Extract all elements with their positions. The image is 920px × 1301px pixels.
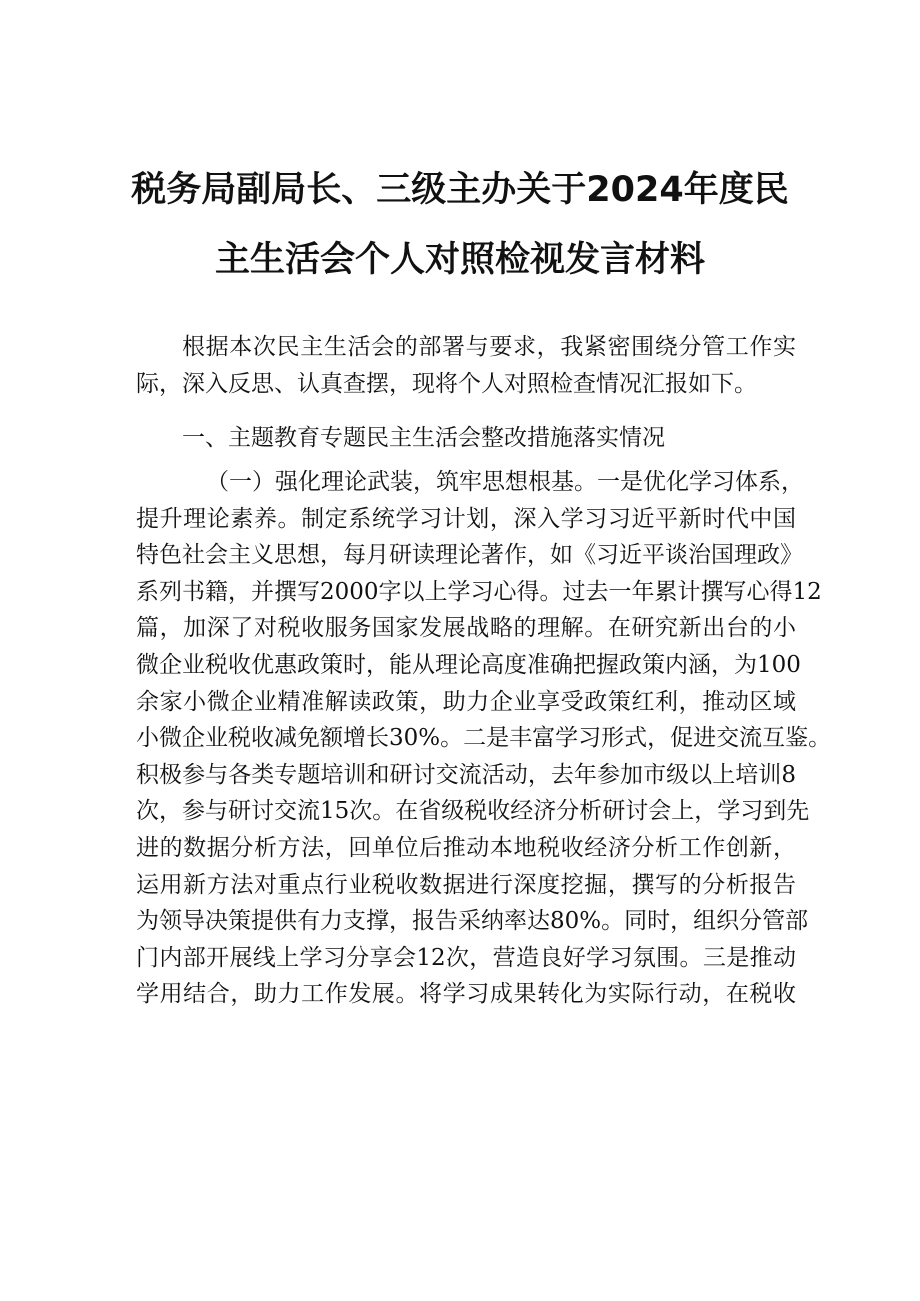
paragraph-line: 篇，加深了对税收服务国家发展战略的理解。在研究新出台的小 — [136, 615, 796, 642]
intro-line-1: 根据本次民主生活会的部署与要求，我紧密围绕分管工作实 — [182, 334, 796, 360]
paragraph-line: 特色社会主义思想，每月研读理论著作，如《习近平谈治国理政》 — [136, 542, 803, 569]
document-title-line-2: 主生活会个人对照检视发言材料 — [214, 240, 705, 280]
paragraph-line: 次，参与研讨交流15次。在省级税收经济分析研讨会上，学习到先 — [136, 798, 810, 825]
paragraph-line: （一）强化理论武装，筑牢思想根基。一是优化学习体系， — [206, 469, 804, 495]
section-heading: 一、主题教育专题民主生活会整改措施落实情况 — [182, 425, 665, 451]
paragraph-line: 运用新方法对重点行业税收数据进行深度挖掘，撰写的分析报告 — [136, 871, 796, 898]
paragraph-line: 微企业税收优惠政策时，能从理论高度准确把握政策内涵，为100 — [136, 651, 801, 678]
paragraph-line: 提升理论素养。制定系统学习计划，深入学习习近平新时代中国 — [136, 505, 796, 532]
paragraph-line: 小微企业税收减免额增长30%。二是丰富学习形式，促进交流互鉴。 — [136, 725, 832, 752]
paragraph-line: 进的数据分析方法，回单位后推动本地税收经济分析工作创新， — [136, 834, 796, 861]
paragraph-line: 学用结合，助力工作发展。将学习成果转化为实际行动，在税收 — [136, 981, 796, 1008]
paragraph-line: 余家小微企业精准解读政策，助力企业享受政策红利，推动区域 — [136, 688, 796, 715]
document-title-line-1: 税务局副局长、三级主办关于2024年度民 — [131, 170, 789, 210]
paragraph-line: 积极参与各类专题培训和研讨交流活动，去年参加市级以上培训8 — [136, 761, 796, 788]
main-paragraph — [136, 464, 832, 1013]
intro-paragraph — [136, 329, 796, 402]
paragraph-line: 门内部开展线上学习分享会12次，营造良好学习氛围。三是推动 — [136, 944, 796, 971]
paragraph-line: 系列书籍，并撰写2000字以上学习心得。过去一年累计撰写心得12 — [136, 578, 822, 605]
intro-line-2: 际，深入反思、认真查摆，现将个人对照检查情况汇报如下。 — [136, 370, 757, 397]
paragraph-line: 为领导决策提供有力支撑，报告采纳率达80%。同时，组织分管部 — [136, 908, 809, 935]
